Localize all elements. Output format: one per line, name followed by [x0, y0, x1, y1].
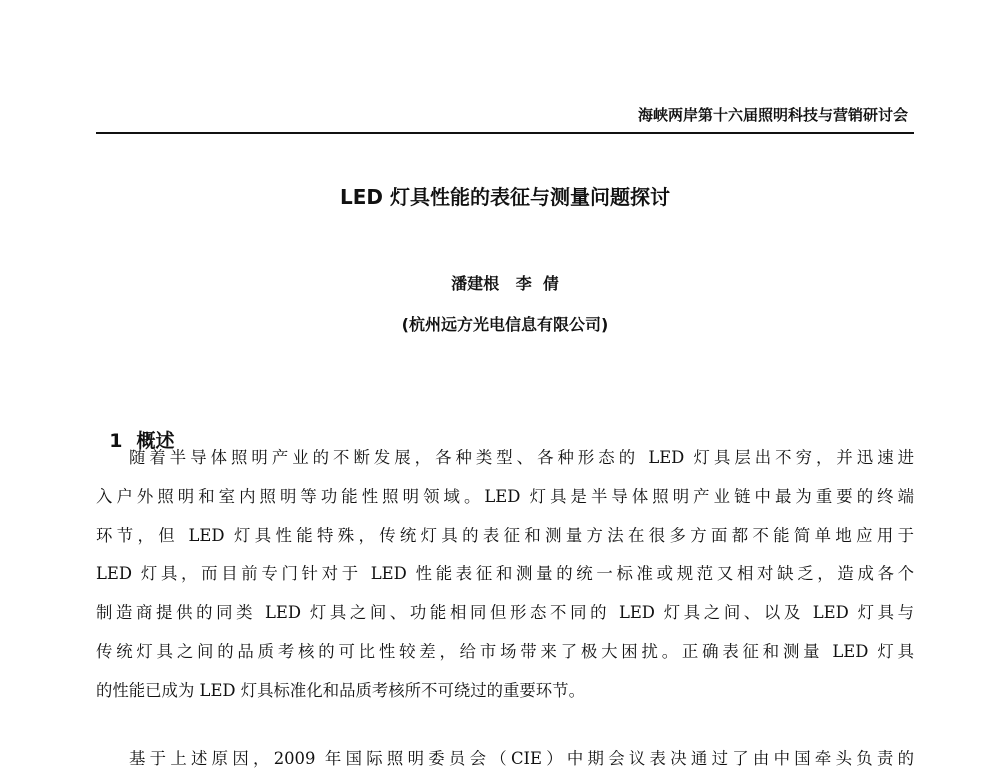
header-rule — [96, 132, 914, 134]
paragraph-2 — [96, 740, 914, 779]
paragraph-1 — [96, 439, 914, 711]
text-line: LED 灯具，而目前专门针对于 LED 性能表征和测量的统一标准或规范又相对缺乏，造成各个 — [96, 564, 914, 584]
text-line: 随着半导体照明产业的不断发展，各种类型、各种形态的 LED 灯具层出不穷，并迅速进 — [129, 448, 914, 467]
section-number: 1 — [109, 430, 123, 452]
text-line: 基于上述原因，2009 年国际照明委员会（CIE）中期会议表决通过了由中国牵头负责的 — [129, 749, 914, 768]
text-line: 制造商提供的同类 LED 灯具之间、功能相同但形态不同的 LED 灯具之间、以及 LED 灯具与 — [96, 603, 914, 623]
authors: 潘建根 李 倩 — [451, 274, 559, 293]
text-line: 传统灯具之间的品质考核的可比性较差，给市场带来了极大困扰。正确表征和测量 LED 灯具 — [96, 641, 914, 661]
text-line: 环节，但 LED 灯具性能特殊，传统灯具的表征和测量方法在很多方面都不能简单地应用于 — [96, 525, 914, 545]
paper-title: LED 灯具性能的表征与测量问题探讨 — [340, 185, 670, 209]
affiliation: (杭州远方光电信息有限公司) — [401, 315, 609, 334]
text-line: 的性能已成为 LED 灯具标准化和品质考核所不可绕过的重要环节。 — [96, 680, 585, 700]
running-header: 海峡两岸第十六届照明科技与营销研讨会 — [637, 106, 908, 124]
section-title: 概述 — [136, 430, 175, 452]
text-line: 入户外照明和室内照明等功能性照明领域。LED 灯具是半导体照明产业链中最为重要的终端 — [96, 486, 914, 506]
